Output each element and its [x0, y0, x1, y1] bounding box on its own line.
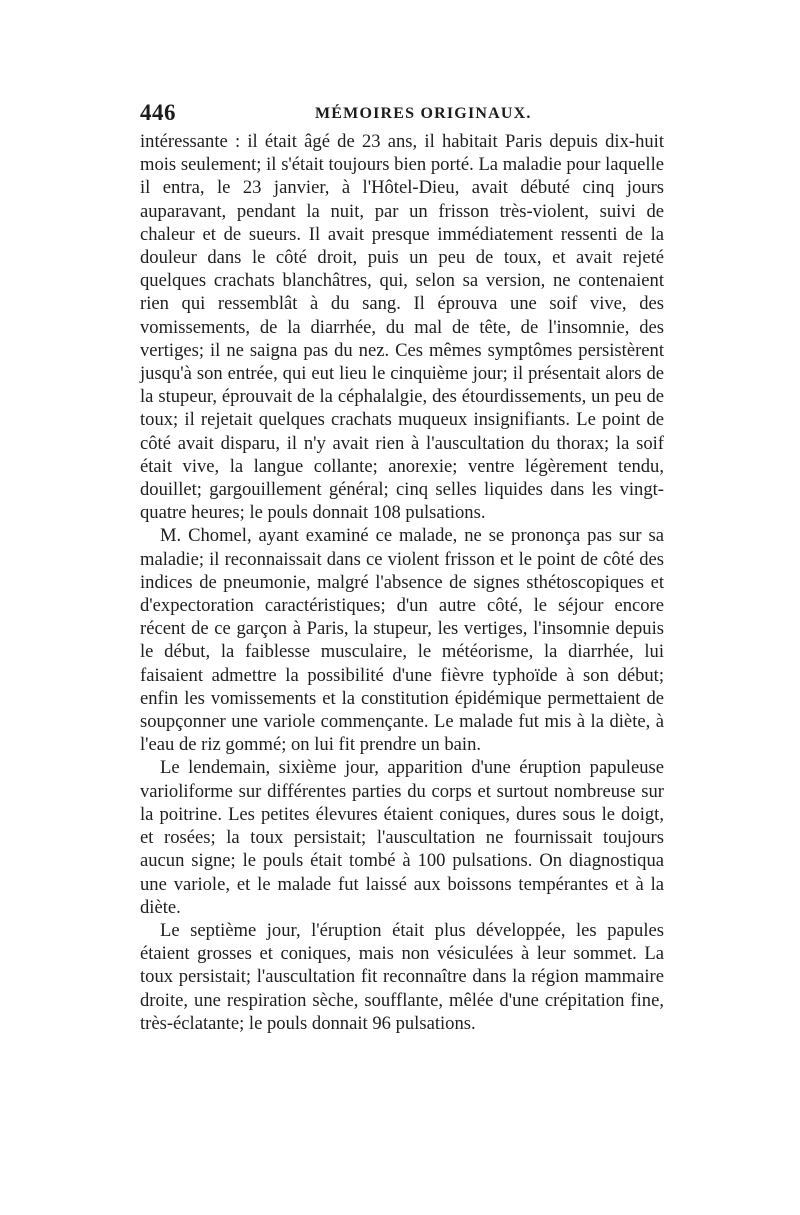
running-head: [140, 100, 664, 130]
body-text: [140, 130, 664, 1035]
paragraph-4: Le septième jour, l'éruption était plus développée, les papules étaient grosses et coniques, mais non vésiculées à leur sommet. La toux persistait; l'auscultation fit reconnaître dans la région mammaire droite, une respiration sèche, soufflante, mêlée d'une crépitation fine, très-éclatante; le pouls donnait 96 pulsations.: [140, 919, 664, 1034]
paragraph-1: intéressante : il était âgé de 23 ans, il habitait Paris depuis dix-huit mois seulement; il s'était toujours bien porté. La maladie pour laquelle il entra, le 23 janvier, à l'Hôtel-Dieu, avait débuté cinq jours auparavant, pendant la nuit, par un frisson très-violent, suivi de chaleur et de sueurs. Il avait presque immédiatement ressenti de la douleur dans le côté droit, puis un peu de toux, et avait rejeté quelques crachats blanchâtres, qui, selon sa version, ne contenaient rien qui ressemblât à du sang. Il éprouva une soif vive, des vomissements, de la diarrhée, du mal de tête, de l'insomnie, des vertiges; il ne saigna pas du nez. Ces mêmes symptômes persistèrent jusqu'à son entrée, qui eut lieu le cinquième jour; il présentait alors de la stupeur, éprouvait de la céphalalgie, des étourdissements, un peu de toux; il rejetait quelques crachats muqueux insignifiants. Le point de côté avait disparu, il n'y avait rien à l'auscultation du thorax; la soif était vive, la langue collante; anorexie; ventre légèrement tendu, douillet; gargouillement général; cinq selles liquides dans les vingt-quatre heures; le pouls donnait 108 pulsations.: [140, 131, 664, 524]
running-head-title: MÉMOIRES ORIGINAUX.: [315, 105, 532, 122]
paragraph-2: M. Chomel, ayant examiné ce malade, ne se prononça pas sur sa maladie; il reconnaissait dans ce violent frisson et le point de côté des indices de pneumonie, malgré l'absence de signes sthétoscopiques et d'expectoration caractéristiques; d'un autre côté, le séjour encore récent de ce garçon à Paris, la stupeur, les vertiges, l'insomnie depuis le début, la faiblesse musculaire, le météorisme, la diarrhée, lui faisaient admettre la possibilité d'une fièvre typhoïde à son début; enfin les vomissements et la constitution épidémique permettaient de soupçonner une variole commençante. Le malade fut mis à la diète, à l'eau de riz gommé; on lui fit prendre un bain.: [140, 525, 664, 756]
page-number: 446: [140, 100, 176, 125]
paragraph-3: Le lendemain, sixième jour, apparition d'une éruption papuleuse varioliforme sur différentes parties du corps et surtout nombreuse sur la poitrine. Les petites élevures étaient coniques, dures sous le doigt, et rosées; la toux persistait; l'auscultation ne fournissait toujours aucun signe; le pouls était tombé à 100 pulsations. On diagnostiqua une variole, et le malade fut laissé aux boissons tempérantes et à la diète.: [140, 757, 664, 918]
